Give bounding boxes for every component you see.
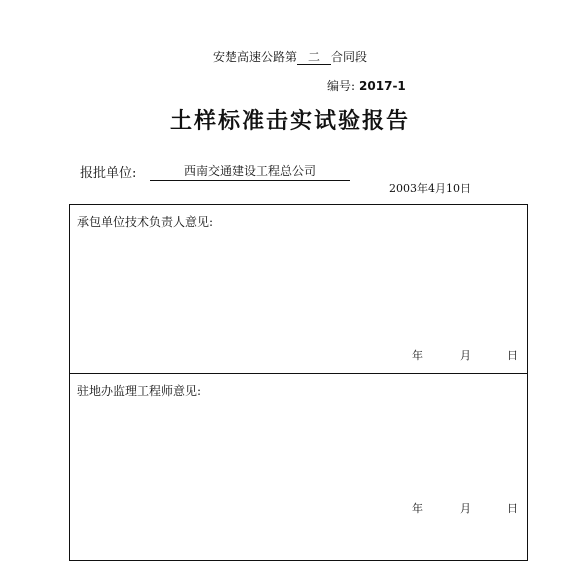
contract-number: 二 [297, 51, 331, 65]
contractor-year-label: 年 [412, 349, 423, 362]
report-date: 2003年4月10日 [389, 182, 471, 195]
page-title: 土样标准击实试验报告 [169, 109, 410, 134]
section-divider [70, 373, 527, 374]
contract-section-header [0, 48, 580, 65]
contractor-month-label: 月 [460, 349, 471, 362]
submitting-unit-field[interactable]: 西南交通建设工程总公司 [150, 162, 350, 181]
opinion-form [69, 204, 528, 561]
supervisor-day-label: 日 [507, 502, 518, 515]
header-prefix: 安楚高速公路第 [212, 50, 297, 64]
contractor-opinion-label: 承包单位技术负责人意见: [77, 215, 214, 229]
contractor-day-label: 日 [507, 349, 518, 362]
supervisor-opinion-label: 驻地办监理工程师意见: [77, 384, 202, 398]
contractor-opinion-area[interactable] [70, 229, 527, 339]
supervisor-opinion-area[interactable] [70, 399, 527, 495]
serial-value: 2017-1 [359, 79, 406, 93]
header-suffix: 合同段 [331, 50, 368, 64]
submitting-unit-label: 报批单位: [80, 166, 137, 181]
serial-number [327, 77, 406, 94]
serial-label: 编号: [327, 79, 356, 93]
supervisor-month-label: 月 [460, 502, 471, 515]
supervisor-year-label: 年 [412, 502, 423, 515]
